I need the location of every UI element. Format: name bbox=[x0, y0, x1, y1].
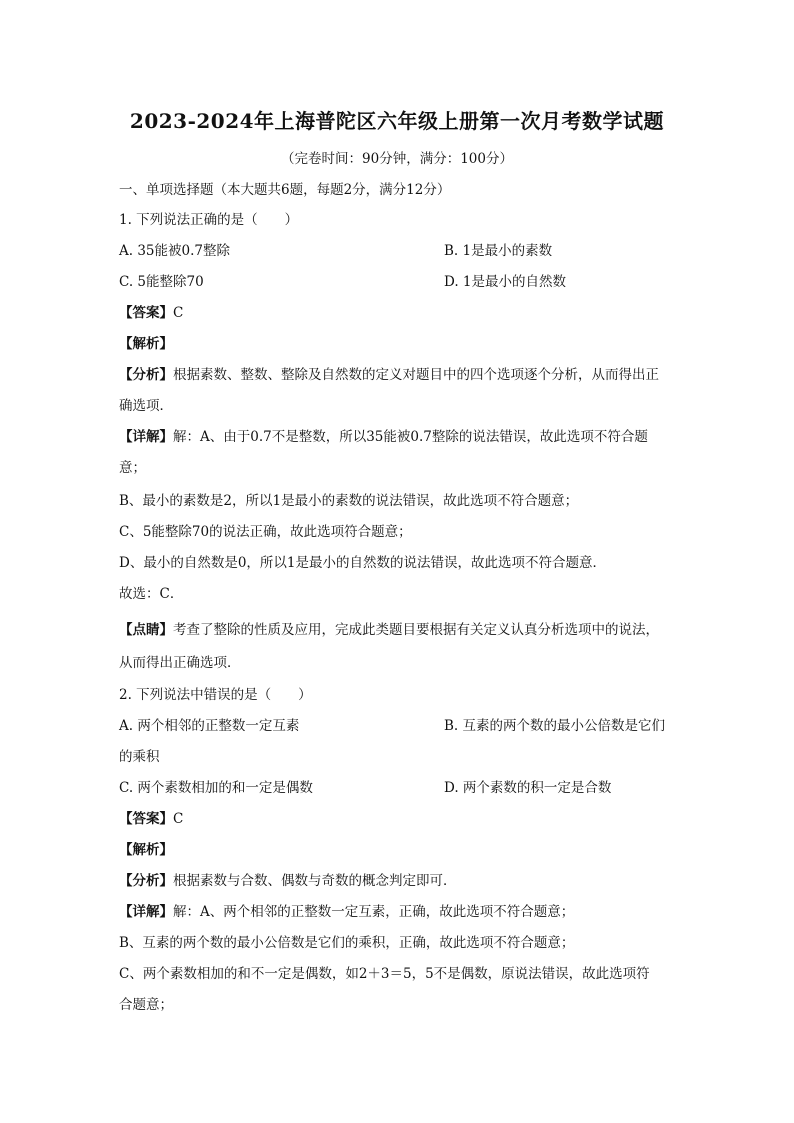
answer-tag: 【答案】 bbox=[119, 305, 173, 321]
detail-line-d: D、最小的自然数是0，所以1是最小的自然数的说法错误，故此选项不符合题意． bbox=[119, 555, 607, 571]
question-2-option-b-cont: 的乘积 bbox=[119, 749, 160, 765]
choice-statement: 故选：C． bbox=[119, 586, 184, 602]
question-1-option-b: B. 1是最小的素数 bbox=[444, 243, 553, 259]
detail-line-b: B、互素的两个数的最小公倍数是它们的乘积，正确，故此选项不符合题意； bbox=[119, 935, 575, 951]
question-2-detail bbox=[119, 900, 679, 920]
question-1-comment bbox=[119, 618, 679, 638]
page-title: 2023-2024年上海普陀区六年级上册第一次月考数学试题 bbox=[129, 109, 665, 133]
detail-line-b: B、最小的素数是2，所以1是最小的素数的说法错误，故此选项不符合题意； bbox=[119, 493, 579, 509]
question-2-option-b: B. 互素的两个数的最小公倍数是它们 bbox=[444, 718, 666, 734]
section-heading: 一、单项选择题（本大题共6题，每题2分，满分12分） bbox=[119, 182, 451, 198]
answer-value: C bbox=[173, 305, 184, 321]
question-2-answer bbox=[119, 807, 679, 827]
answer-value: C bbox=[173, 811, 184, 827]
fenxi-text: 根据素数与合数、偶数与奇数的概念判定即可． bbox=[173, 873, 457, 889]
question-1-option-a: A. 35能被0.7整除 bbox=[119, 243, 230, 259]
detail-text-cont: 意； bbox=[119, 460, 146, 476]
comment-text: 考查了整除的性质及应用，完成此类题目要根据有关定义认真分析选项中的说法， bbox=[173, 622, 659, 638]
question-1-stem: 1. 下列说法正确的是（ ） bbox=[119, 212, 299, 228]
comment-tag: 【点睛】 bbox=[119, 622, 173, 638]
detail-line-c: C、两个素数相加的和不一定是偶数，如2＋3＝5，5不是偶数，原说法错误，故此选项符 bbox=[119, 966, 650, 982]
detail-tag: 【详解】 bbox=[119, 904, 173, 920]
question-2-option-d: D. 两个素数的积一定是合数 bbox=[444, 780, 612, 796]
question-1-option-c: C. 5能整除70 bbox=[119, 274, 204, 290]
fenxi-tag: 【分析】 bbox=[119, 873, 173, 889]
question-2-option-a: A. 两个相邻的正整数一定互素 bbox=[119, 718, 300, 734]
analysis-tag: 【解析】 bbox=[119, 842, 173, 858]
question-2-analysis bbox=[119, 869, 679, 889]
fenxi-tag: 【分析】 bbox=[119, 367, 173, 383]
answer-tag: 【答案】 bbox=[119, 811, 173, 827]
question-2-stem: 2. 下列说法中错误的是（ ） bbox=[119, 687, 312, 703]
question-1-analysis bbox=[119, 363, 679, 383]
comment-text-cont: 从而得出正确选项． bbox=[119, 655, 241, 671]
analysis-tag: 【解析】 bbox=[119, 336, 173, 352]
detail-tag: 【详解】 bbox=[119, 429, 173, 445]
exam-info: （完卷时间：90分钟，满分：100分） bbox=[281, 151, 513, 167]
question-1-detail bbox=[119, 425, 679, 445]
fenxi-text: 根据素数、整数、整除及自然数的定义对题目中的四个选项逐个分析，从而得出正 bbox=[173, 367, 659, 383]
detail-text: 解：A、两个相邻的正整数一定互素，正确，故此选项不符合题意； bbox=[173, 904, 575, 920]
detail-text: 解：A、由于0.7不是整数，所以35能被0.7整除的说法错误，故此选项不符合题 bbox=[173, 429, 648, 445]
question-1-answer bbox=[119, 301, 679, 321]
fenxi-text-cont: 确选项． bbox=[119, 398, 173, 414]
question-1-option-d: D. 1是最小的自然数 bbox=[444, 274, 567, 290]
detail-line-c-cont: 合题意； bbox=[119, 997, 173, 1013]
detail-line-c: C、5能整除70的说法正确，故此选项符合题意； bbox=[119, 524, 412, 540]
question-2-option-c: C. 两个素数相加的和一定是偶数 bbox=[119, 780, 313, 796]
